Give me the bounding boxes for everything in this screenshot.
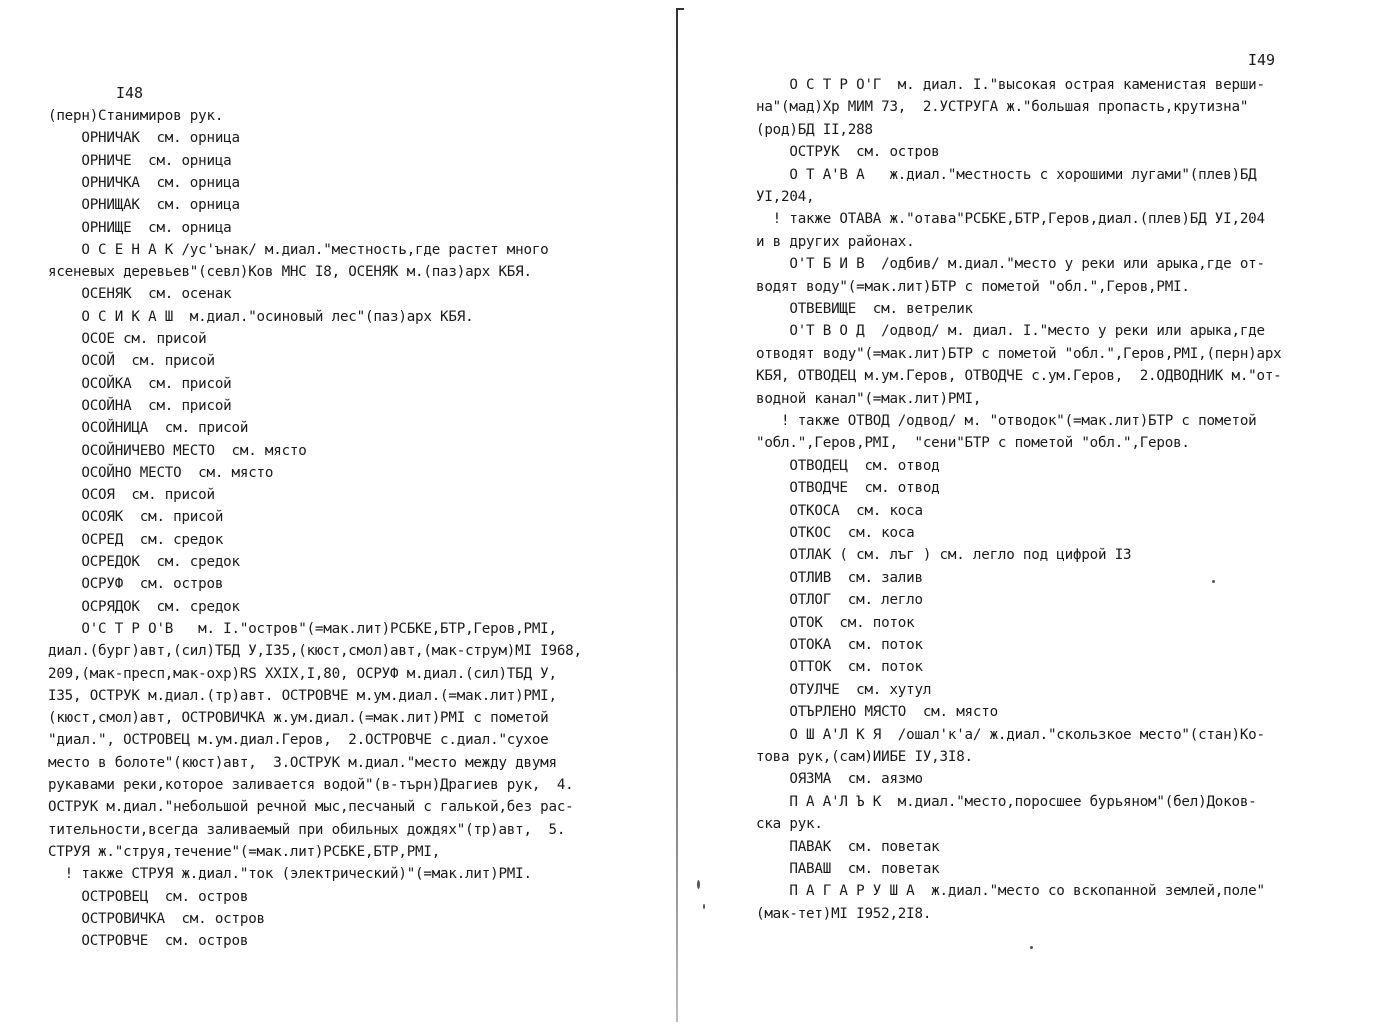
- text-line: това рук,(сам)ИИБЕ IУ,3I8.: [756, 749, 973, 765]
- text-line: ска рук.: [756, 816, 823, 833]
- text-line: ОТУЛЧЕ см. хутул: [756, 681, 932, 698]
- text-line: ОСОЙНА см. присой: [48, 397, 232, 414]
- text-line: ! также ОТВОД /одвод/ м. "отводок"(=мак.лит)БТР с пометой: [756, 413, 1257, 429]
- text-line: ПАВАШ см. поветак: [756, 861, 940, 877]
- text-line: (род)БД II,288: [756, 121, 873, 138]
- text-line: ОРНИЩЕ см. орница: [48, 219, 232, 236]
- text-line: ОТВОДЧЕ см. отвод: [756, 480, 940, 497]
- right-page: [680, 0, 1400, 1030]
- text-line: О С Т Р О'Г м. диал. I."высокая острая каменистая верши-: [756, 77, 1265, 93]
- text-line: ОРНИЩАК см. орница: [48, 197, 240, 214]
- text-line: ОСРЯДОК см. средок: [48, 598, 240, 615]
- text-line: на"(мад)Хр МИМ 73, 2.УСТРУГА ж."большая пропасть,крутизна": [756, 99, 1249, 116]
- text-line: ОСОЙНИЧЕВО МЕСТО см. място: [48, 442, 307, 459]
- text-line: "обл.",Геров,РМI, "сени"БТР с пометой "обл.",Геров.: [756, 435, 1190, 452]
- text-line: (мак-тет)МI I952,2I8.: [756, 905, 932, 922]
- text-line: ОТОК см. поток: [756, 614, 915, 631]
- text-line: место в болоте"(кюст)авт, 3.ОСТРУК м.диал."место между двумя: [48, 754, 557, 771]
- text-line: отводят воду"(=мак.лит)БТР с пометой "обл.",Геров,РМI,(перн)арх: [756, 345, 1282, 362]
- text-line: ОТКОС см. коса: [756, 525, 915, 541]
- text-line: О Т А'В А ж.диал."местность с хорошими лугами"(плев)БД: [756, 166, 1257, 183]
- text-line: (кюст,смол)авт, ОСТРОВИЧКА ж.ум.диал.(=мак.лит)РМI с пометой: [48, 710, 549, 727]
- text-line: ПАВАК см. поветак: [756, 838, 940, 855]
- text-line: тительности,всегда заливаемый при обильных дождях"(тр)авт, 5.: [48, 821, 566, 838]
- text-line: ОСТРОВИЧКА см. остров: [48, 910, 265, 927]
- text-line: ясеневых деревьев"(севл)Ков МНС I8, ОСЕНЯК м.(паз)арх КБЯ.: [48, 264, 532, 281]
- text-line: ОТВЕВИЩЕ см. ветрелик: [756, 301, 973, 317]
- text-line: ОРНИЧЕ см. орница: [48, 152, 232, 169]
- page-gutter-divider: [676, 10, 678, 1022]
- text-line: ОТЪРЛЕНО МЯСТО см. място: [756, 704, 998, 721]
- text-line: ОТТОК см. поток: [756, 659, 923, 676]
- text-line: ОСЕНЯК см. осенак: [48, 286, 232, 303]
- text-line: ОСТРОВЧЕ см. остров: [48, 933, 249, 950]
- text-line: 209,(мак-пресп,мак-охр)RS XXIX,I,80, ОСРУФ м.диал.(сил)ТБД У,: [48, 665, 557, 682]
- text-line: и в других районах.: [756, 233, 915, 250]
- text-line: ОТЛИВ см. залив: [756, 569, 923, 586]
- text-line: ОРНИЧАК см. орница: [48, 130, 240, 147]
- text-line: ОСОЕ см. присой: [48, 331, 207, 347]
- text-line: ОТКОСА см. коса: [756, 502, 923, 519]
- text-line: рукавами реки,которое заливается водой"(в-търн)Драгиев рук, 4.: [48, 777, 574, 793]
- text-line: диал.(бург)авт,(сил)ТБД У,I35,(кюст,смол)авт,(мак-струм)МI I968,: [48, 643, 582, 660]
- text-line: водят воду"(=мак.лит)БТР с пометой "обл.",Геров,РМI.: [756, 278, 1190, 295]
- text-line: ОСРУФ см. остров: [48, 576, 224, 593]
- text-line: УI,204,: [756, 189, 815, 205]
- text-line: О'Т Б И В /одбив/ м.диал."место у реки или арыка,где от-: [756, 256, 1265, 273]
- text-line: П А Г А Р У Ш А ж.диал."место со вскопанной землей,поле": [756, 883, 1265, 900]
- text-line: ОТЛОГ см. легло: [756, 592, 923, 609]
- text-line: ОСОЙНО МЕСТО см. място: [48, 464, 274, 481]
- text-line: ОСТРУК м.диал."небольшой речной мыс,песчаный с галькой,без рас-: [48, 799, 574, 816]
- text-line: ОРНИЧКА см. орница: [48, 174, 240, 191]
- text-line: ОСТРОВЕЦ см. остров: [48, 888, 249, 905]
- text-line: ОТЛАК ( см. лъг ) см. легло под цифрой I3: [756, 547, 1132, 564]
- text-line: О С И К А Ш м.диал."осиновый лес"(паз)арх КБЯ.: [48, 308, 474, 325]
- text-line: ОСОЙ см. присой: [48, 353, 215, 370]
- text-line: "диал.", ОСТРОВЕЦ м.ум.диал.Геров, 2.ОСТРОВЧЕ с.диал."сухое: [48, 732, 549, 749]
- text-line: О'Т В О Д /одвод/ м. диал. I."место у реки или арыка,где: [756, 323, 1265, 340]
- text-line: ! также СТРУЯ ж.диал."ток (электрический)"(=мак.лит)РМI.: [48, 866, 532, 883]
- text-line: О'С Т Р О'В м. I."остров"(=мак.лит)РСБКЕ,БТР,Геров,РМI,: [48, 620, 557, 637]
- text-line: О С Е Н А К /ус'ънак/ м.диал."местность,где растет много: [48, 241, 549, 258]
- text-line: ОТОКА см. поток: [756, 637, 923, 653]
- left-page: [0, 0, 680, 1030]
- page-number: I48: [116, 84, 144, 102]
- text-line: ОТВОДЕЦ см. отвод: [756, 457, 940, 474]
- text-line: ОСОЙНИЦА см. присой: [48, 420, 249, 437]
- text-line: ОСРЕДОК см. средок: [48, 554, 240, 570]
- text-line: I35, ОСТРУК м.диал.(тр)авт. ОСТРОВЧЕ м.ум.диал.(=мак.лит)РМI,: [48, 687, 557, 704]
- text-line: О Ш А'Л К Я /ошал'к'а/ ж.диал."скользкое место"(стан)Ко-: [756, 726, 1265, 743]
- text-line: водной канал"(=мак.лит)РМI,: [756, 390, 982, 407]
- text-line: П А А'Л Ъ К м.диал."место,поросшее бурьяном"(бел)Доков-: [756, 793, 1257, 810]
- text-line: ОСОЙКА см. присой: [48, 375, 232, 392]
- text-line: ОСОЯК см. присой: [48, 509, 224, 526]
- text-line: СТРУЯ ж."струя,течение"(=мак.лит)РСБКЕ,БТР,РМI,: [48, 843, 441, 860]
- text-line: ОЯЗМА см. аязмо: [756, 771, 923, 788]
- text-line: КБЯ, ОТВОДЕЦ м.ум.Геров, ОТВОДЧЕ с.ум.Геров, 2.ОДВОДНИК м."от-: [756, 368, 1282, 385]
- page-number: I49: [1248, 51, 1276, 69]
- text-line: ОСРЕД см. средок: [48, 531, 224, 548]
- text-line: (перн)Станимиров рук.: [48, 108, 224, 124]
- text-line: ! также ОТАВА ж."отава"РСБКЕ,БТР,Геров,диал.(плев)БД УI,204: [756, 211, 1265, 228]
- text-line: ОСОЯ см. присой: [48, 487, 215, 504]
- text-line: ОСТРУК см. остров: [756, 144, 940, 161]
